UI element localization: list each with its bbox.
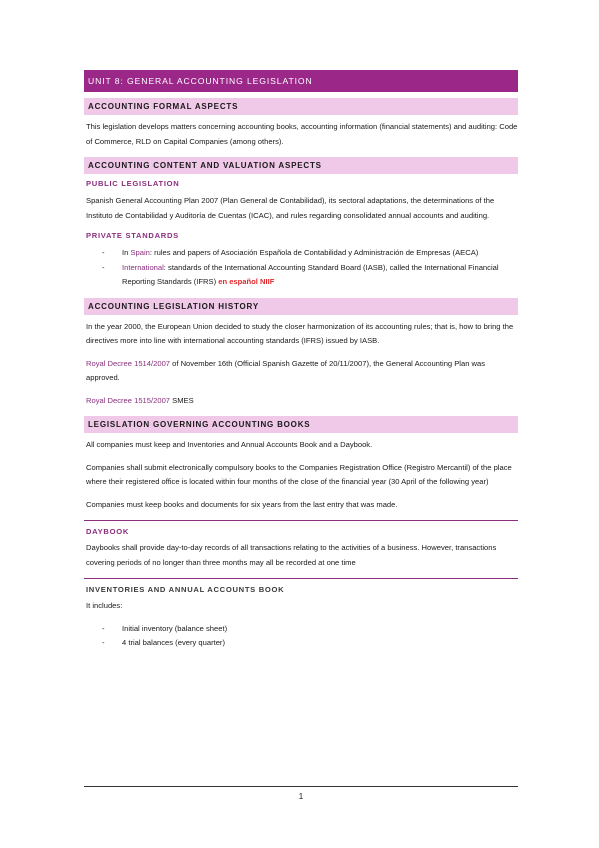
history-text: In the year 2000, the European Union decided to study the closer harmonization of its accounting rules; that is, how to bring the directives more into line with international accounting standards (IFRS) issued by IASB.: [86, 321, 514, 345]
document-page: [84, 70, 518, 659]
subheading-inventories-book: INVENTORIES AND ANNUAL ACCOUNTS BOOK: [84, 578, 518, 594]
royal-decree-1514-text: Royal Decree 1514/2007 of November 16th (Official Spanish Gazette of 20/11/2007), the General Accounting Plan was approved.: [86, 358, 486, 382]
list-item: - International: standards of the International Accounting Standard Board (IASB), called the International Financial Reporting Standards (IFRS) en español NIIF: [102, 262, 499, 286]
public-legislation-text: Spanish General Accounting Plan 2007 (Plan General de Contabilidad), its sectoral adaptations, the determinations of the Instituto de Contabilidad y Auditoría de Cuentas (ICAC), and rules regarding consolidated annual accounts and auditing.: [86, 196, 495, 220]
accounting-books-text-1: All companies must keep and Inventories and Annual Accounts Book and a Daybook.: [86, 440, 373, 449]
link-international[interactable]: International: [122, 262, 164, 272]
section-heading-accounting-books: LEGISLATION GOVERNING ACCOUNTING BOOKS: [84, 416, 518, 433]
page-number: 1: [84, 786, 518, 801]
accounting-books-text-2: Companies shall submit electronically compulsory books to the Companies Registration Office (Registro Mercantil) of the place where their registered office is located within four months of the close of the financial year (30 April of the following year): [86, 462, 512, 486]
link-royal-decree-1515[interactable]: Royal Decree 1515/2007: [86, 395, 171, 405]
daybook-text: Daybooks shall provide day-to-day records of all transactions relating to the activities of a business. However, transactions covering periods of no longer than three months may all be recorded at one time: [86, 543, 497, 567]
subheading-public-legislation: PUBLIC LEGISLATION: [86, 179, 180, 188]
inventories-list: [84, 622, 518, 651]
inventories-intro: It includes:: [86, 601, 123, 610]
subheading-private-standards: PRIVATE STANDARDS: [86, 231, 179, 240]
section-heading-content-valuation: ACCOUNTING CONTENT AND VALUATION ASPECTS: [84, 157, 518, 174]
unit-title: UNIT 8: GENERAL ACCOUNTING LEGISLATION: [84, 70, 518, 92]
royal-decree-1515-text: Royal Decree 1515/2007 SMES: [86, 395, 194, 405]
formal-aspects-text: This legislation develops matters concerning accounting books, accounting information (financial statements) and auditing: Code of Commerce, RLD on Capital Companies (among others).: [86, 122, 518, 146]
section-heading-formal-aspects: ACCOUNTING FORMAL ASPECTS: [84, 98, 518, 115]
section-heading-history: ACCOUNTING LEGISLATION HISTORY: [84, 298, 518, 315]
list-item: - In Spain: rules and papers of Asociación Española de Contabilidad y Administración de Empresas (AECA): [102, 248, 479, 257]
list-item: - Initial inventory (balance sheet): [102, 623, 228, 633]
link-royal-decree-1514[interactable]: Royal Decree 1514/2007: [86, 358, 171, 368]
link-spain[interactable]: Spain: [130, 248, 150, 257]
list-item: - 4 trial balances (every quarter): [102, 638, 225, 647]
subheading-daybook: DAYBOOK: [84, 520, 518, 536]
private-standards-list: [84, 246, 518, 290]
spanish-note: en español NIIF: [218, 277, 275, 286]
accounting-books-text-3: Companies must keep books and documents for six years from the last entry that was made.: [86, 499, 398, 509]
